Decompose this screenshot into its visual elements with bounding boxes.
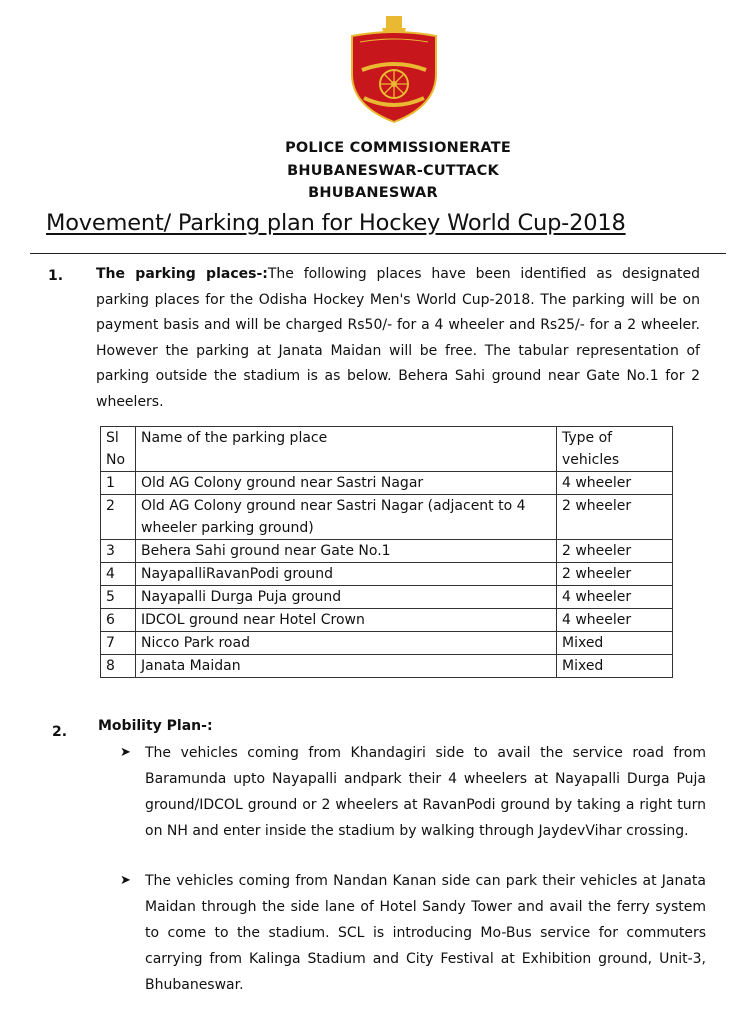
cell-type: 2 wheeler <box>557 563 673 586</box>
table-row <box>101 495 673 540</box>
cell-type: Mixed <box>557 655 673 678</box>
header-vehicle-type: Type of vehicles <box>557 427 673 472</box>
section-1-paragraph <box>96 262 700 415</box>
list-item <box>120 868 706 998</box>
title-divider <box>30 253 726 254</box>
cell-sl: 4 <box>101 563 136 586</box>
table-row <box>101 609 673 632</box>
header-line-1: POLICE COMMISSIONERATE <box>285 140 511 156</box>
cell-place: Nicco Park road <box>136 632 557 655</box>
table-row <box>101 472 673 495</box>
section-2-heading: Mobility Plan-: <box>98 718 213 734</box>
cell-sl: 2 <box>101 495 136 540</box>
document-title: Movement/ Parking plan for Hockey World Cup-2018 <box>46 210 626 236</box>
table-row <box>101 655 673 678</box>
arrow-bullet-icon: ➤ <box>120 873 131 888</box>
table-header-row <box>101 427 673 472</box>
cell-sl: 5 <box>101 586 136 609</box>
section-1-text: The following places have been identified as designated parking places for the Odisha Hockey Men's World Cup-2018. The parking will be on payment basis and will be charged Rs50/- for a 4 wheeler and Rs25/- for a 2 wheeler. However the parking at Janata Maidan will be free. The tabular representation of parking outside the stadium is as below. Behera Sahi ground near Gate No.1 for 2 wheelers. <box>96 266 700 410</box>
bullet-text: The vehicles coming from Nandan Kanan side can park their vehicles at Janata Maidan through the side lane of Hotel Sandy Tower and avail the ferry system to come to the stadium. SCL is introducing Mo-Bus service for commuters carrying from Kalinga Stadium and City Festival at Exhibition ground, Unit-3, Bhubaneswar. <box>145 873 706 993</box>
cell-place: IDCOL ground near Hotel Crown <box>136 609 557 632</box>
cell-place: Old AG Colony ground near Sastri Nagar (adjacent to 4 wheeler parking ground) <box>136 495 557 540</box>
header-line-2: BHUBANESWAR-CUTTACK <box>287 163 499 179</box>
header-line-3: BHUBANESWAR <box>308 185 438 201</box>
cell-sl: 1 <box>101 472 136 495</box>
cell-place: Janata Maidan <box>136 655 557 678</box>
section-2-number: 2. <box>52 724 68 740</box>
police-emblem-logo <box>346 14 442 126</box>
section-1-heading: The parking places-: <box>96 266 268 282</box>
cell-type: 4 wheeler <box>557 586 673 609</box>
table-row <box>101 632 673 655</box>
table-row <box>101 540 673 563</box>
cell-sl: 3 <box>101 540 136 563</box>
header-sl-no: Sl No <box>101 427 136 472</box>
cell-type: 2 wheeler <box>557 540 673 563</box>
header-place-name: Name of the parking place <box>136 427 557 472</box>
cell-sl: 6 <box>101 609 136 632</box>
cell-place: Behera Sahi ground near Gate No.1 <box>136 540 557 563</box>
cell-type: 4 wheeler <box>557 609 673 632</box>
emblem-crest <box>386 16 402 28</box>
arrow-bullet-icon: ➤ <box>120 745 131 760</box>
table-row <box>101 586 673 609</box>
section-1-number: 1. <box>48 268 64 284</box>
cell-sl: 8 <box>101 655 136 678</box>
parking-places-table <box>100 426 673 678</box>
cell-type: 2 wheeler <box>557 495 673 540</box>
cell-place: Old AG Colony ground near Sastri Nagar <box>136 472 557 495</box>
cell-place: NayapalliRavanPodi ground <box>136 563 557 586</box>
bullet-text: The vehicles coming from Khandagiri side to avail the service road from Baramunda upto Nayapalli andpark their 4 wheelers at Nayapalli Durga Puja ground/IDCOL ground or 2 wheelers at RavanPodi ground by taking a right turn on NH and enter inside the stadium by walking through JaydevVihar crossing. <box>145 745 706 839</box>
cell-type: Mixed <box>557 632 673 655</box>
list-item <box>120 740 706 844</box>
cell-type: 4 wheeler <box>557 472 673 495</box>
cell-sl: 7 <box>101 632 136 655</box>
cell-place: Nayapalli Durga Puja ground <box>136 586 557 609</box>
table-row <box>101 563 673 586</box>
